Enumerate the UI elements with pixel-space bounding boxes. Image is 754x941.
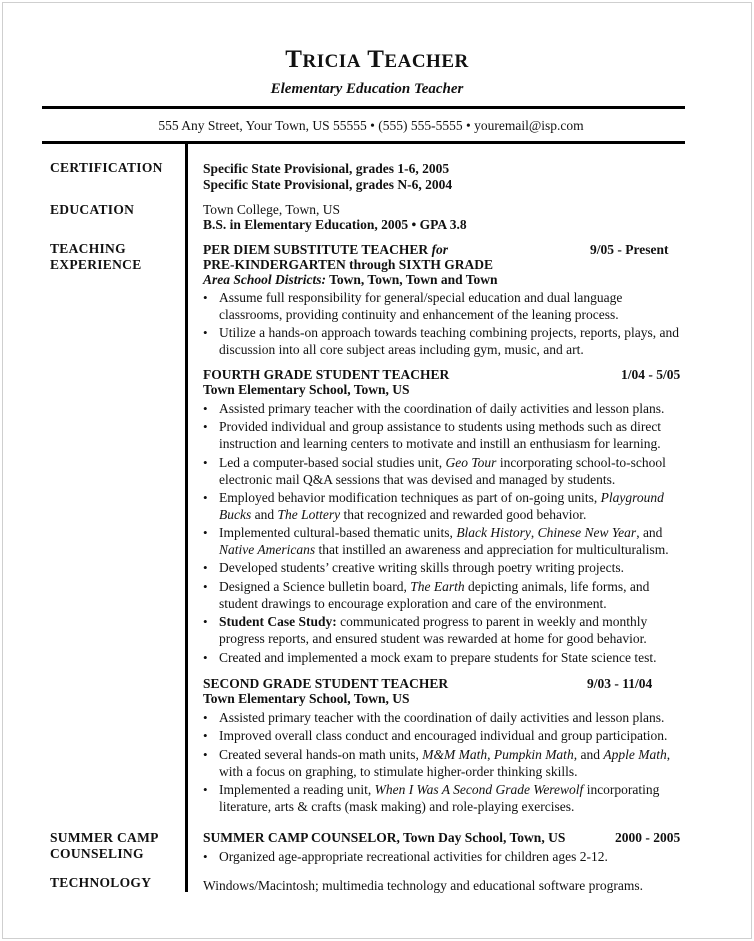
section-label-line: TEACHING [50, 241, 126, 256]
education-degree: B.S. in Elementary Education, 2005 • GPA 3.8 [203, 217, 467, 232]
bullet-item: Improved overall class conduct and encouraged individual and group participation. [219, 728, 668, 743]
bullet-icon: • [203, 579, 208, 594]
bullet-icon: • [203, 401, 208, 416]
bullet-icon: • [203, 419, 208, 434]
job-title: Elementary Education Teacher [270, 81, 464, 97]
section-label-technology: TECHNOLOGY [50, 875, 152, 890]
job-title-line2: PRE-KINDERGARTEN through SIXTH GRADE [203, 257, 493, 272]
bullet-icon: • [203, 849, 208, 864]
job-dates: 1/04 - 5/05 [621, 367, 681, 382]
bullet-icon: • [203, 650, 208, 665]
bullet-item: Developed students’ creative writing skills through poetry writing projects. [219, 560, 625, 575]
bullet-icon: • [203, 710, 208, 725]
job-organization: Town Elementary School, Town, US [203, 691, 410, 706]
bullet-icon: • [203, 782, 208, 797]
job-title: SECOND GRADE STUDENT TEACHER [203, 676, 449, 691]
bullet-item: Organized age-appropriate recreational activities for children ages 2-12. [219, 849, 608, 864]
bullet-item: Led a computer-based social studies unit, Geo Tour incorporating school-to-school electronic mail Q&A sessions that was devised and managed by students. [219, 455, 666, 487]
job-dates: 9/05 - Present [590, 242, 669, 257]
header-rule-top [42, 106, 685, 109]
bullet-item: Assume full responsibility for general/special education and dual language classrooms, providing continuity and enhancement of the leaning process. [219, 290, 623, 322]
section-divider-line [185, 144, 188, 892]
applicant-name: TRICIA TEACHER [285, 46, 469, 73]
bullet-item: Provided individual and group assistance to students using methods such as direct instruction and learning centers to motivate and instill an enthusiasm for learning. [219, 419, 662, 451]
header-rule-bottom [42, 141, 685, 144]
bullet-item: Created several hands-on math units, M&M Math, Pumpkin Math, and Apple Math, with a focus on graphing, to stimulate higher-order thinking skills. [219, 747, 671, 779]
bullet-item: Implemented a reading unit, When I Was A Second Grade Werewolf incorporating literature, arts & crafts (mask making) and role-playing exercises. [219, 782, 660, 814]
section-label-line: EXPERIENCE [50, 257, 142, 272]
bullet-icon: • [203, 290, 208, 305]
bullet-item: Utilize a hands-on approach towards teaching combining projects, reports, plays, and discussion into all core subject areas including gym, music, and art. [219, 325, 679, 357]
bullet-icon: • [203, 728, 208, 743]
bullet-item: Created and implemented a mock exam to prepare students for State science test. [219, 650, 657, 665]
section-label-line: COUNSELING [50, 846, 144, 861]
bullet-item: Employed behavior modification techniques as part of on-going units, Playground Bucks and The Lottery that recognized and rewarded good behavior. [219, 490, 664, 522]
bullet-icon: • [203, 747, 208, 762]
bullet-item: Assisted primary teacher with the coordination of daily activities and lesson plans. [219, 401, 665, 416]
bullet-item: Designed a Science bulletin board, The Earth depicting animals, life forms, and student drawings to encourage exploration and care of the environment. [219, 579, 650, 611]
section-label-line: SUMMER CAMP [50, 830, 159, 845]
job-dates: 9/03 - 11/04 [587, 676, 653, 691]
section-label-certification: CERTIFICATION [50, 160, 163, 175]
certification-line: Specific State Provisional, grades N-6, 2004 [203, 177, 453, 192]
technology-text: Windows/Macintosh; multimedia technology and educational software programs. [203, 878, 643, 893]
contact-info: 555 Any Street, Your Town, US 55555 • (555) 555-5555 • youremail@isp.com [158, 118, 584, 133]
job-organization: Town Elementary School, Town, US [203, 382, 410, 397]
section-label-education: EDUCATION [50, 202, 135, 217]
bullet-icon: • [203, 525, 208, 540]
bullet-item: Implemented cultural-based thematic units, Black History, Chinese New Year, and Native Americans that instilled an awareness and appreciation for multiculturalism. [219, 525, 669, 557]
job-title: SUMMER CAMP COUNSELOR, Town Day School, Town, US [203, 830, 566, 845]
certification-line: Specific State Provisional, grades 1-6, 2005 [203, 161, 450, 176]
bullet-icon: • [203, 490, 208, 505]
bullet-icon: • [203, 455, 208, 470]
bullet-item: Student Case Study: communicated progress to parent in weekly and monthly progress reports, and ensured student was rewarded at home for good behavior. [219, 614, 648, 646]
bullet-icon: • [203, 614, 208, 629]
job-title: FOURTH GRADE STUDENT TEACHER [203, 367, 450, 382]
section-label-summer-camp [50, 830, 159, 862]
section-label-teaching [50, 241, 142, 273]
job-organization: Area School Districts: Town, Town, Town and Town [203, 272, 498, 287]
bullet-icon: • [203, 560, 208, 575]
education-school: Town College, Town, US [203, 202, 340, 217]
job-title: PER DIEM SUBSTITUTE TEACHER for [203, 242, 449, 257]
job-dates: 2000 - 2005 [615, 830, 681, 845]
bullet-icon: • [203, 325, 208, 340]
bullet-item: Assisted primary teacher with the coordination of daily activities and lesson plans. [219, 710, 665, 725]
